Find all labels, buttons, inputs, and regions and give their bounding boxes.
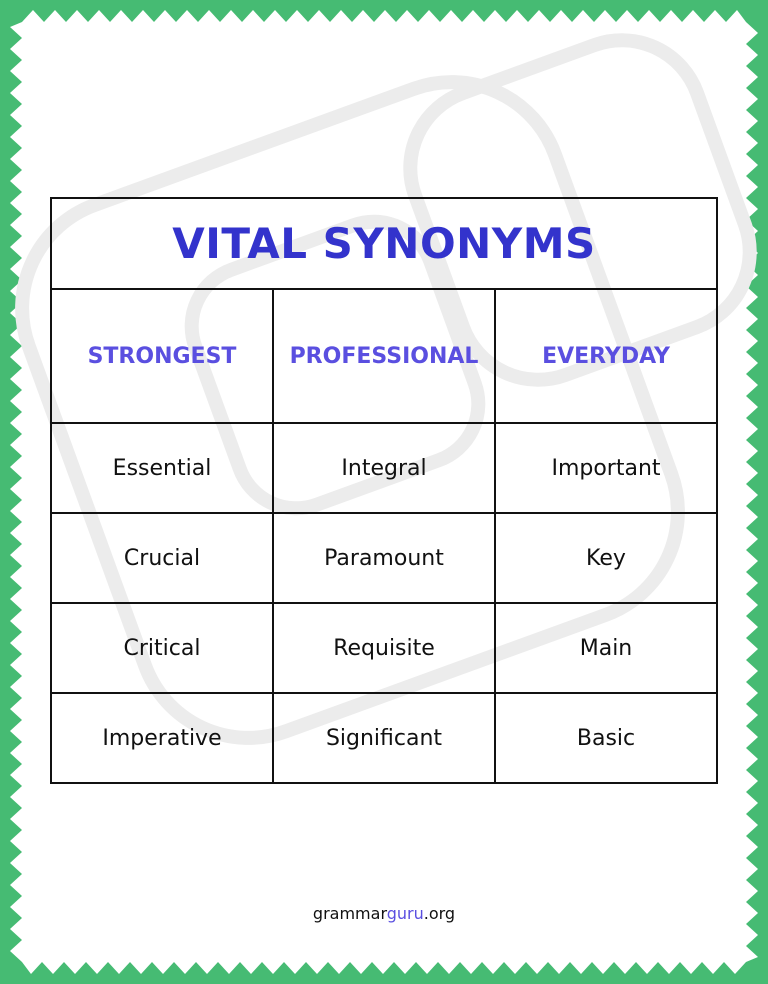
- table-cell: Integral: [274, 424, 496, 512]
- synonyms-table: [50, 197, 718, 784]
- column-header-professional: PROFESSIONAL: [274, 290, 496, 422]
- footer-suffix: .org: [423, 904, 456, 923]
- table-cell: Requisite: [274, 604, 496, 692]
- table-cell: Critical: [52, 604, 274, 692]
- footer-site-credit: [0, 904, 768, 923]
- table-cell: Essential: [52, 424, 274, 512]
- footer-prefix: grammar: [312, 904, 387, 923]
- table-cell: Crucial: [52, 514, 274, 602]
- table-cell: Basic: [576, 725, 636, 751]
- table-row: [52, 694, 716, 782]
- table-row: [52, 514, 716, 604]
- page-title: VITAL SYNONYMS: [172, 219, 596, 268]
- header-row: [52, 290, 716, 424]
- table-cell: Significant: [274, 694, 496, 782]
- column-header-strongest: STRONGEST: [52, 290, 274, 422]
- table-cell: Main: [579, 635, 633, 661]
- footer-accent: guru: [386, 904, 424, 923]
- table-cell: Key: [586, 545, 626, 571]
- column-header-everyday: EVERYDAY: [542, 343, 670, 369]
- table-cell: Imperative: [52, 694, 274, 782]
- title-row: [52, 199, 716, 290]
- table-cell: Important: [551, 455, 661, 481]
- table-cell: Paramount: [274, 514, 496, 602]
- table-row: [52, 424, 716, 514]
- table-row: [52, 604, 716, 694]
